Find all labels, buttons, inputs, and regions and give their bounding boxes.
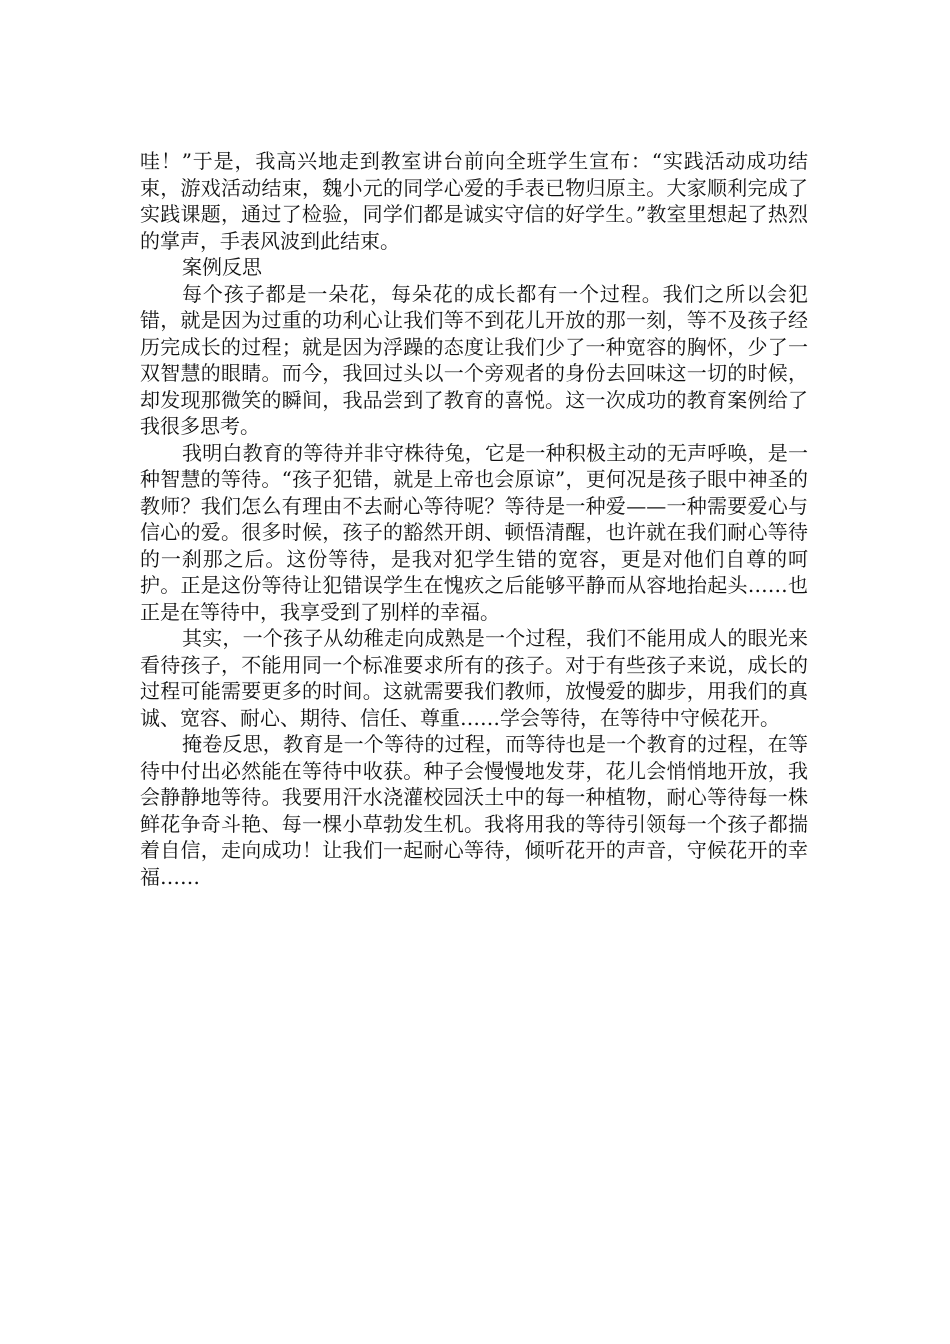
paragraph-waiting-in-education: 我明白教育的等待并非守株待兔，它是一种积极主动的无声呼唤，是一种智慧的等待。“孩子犯错，就是上帝也会原谅”，更何况是孩子眼中神圣的教师？我们怎么有理由不去耐心等待呢？等待是一种爱——一种需要爱心与信心的爱。很多时候，孩子的豁然开朗、顿悟清醒，也许就在我们耐心等待的一刹那之后。这份等待，是我对犯学生错的宽容，更是对他们自尊的呵护。正是这份等待让犯错误学生在愧疚之后能够平静而从容地抬起头……也正是在等待中，我享受到了别样的幸福。: [140, 440, 808, 624]
paragraph-continuation: 哇！”于是，我高兴地走到教室讲台前向全班学生宣布：“实践活动成功结束，游戏活动结束，魏小元的同学心爱的手表已物归原主。大家顺利完成了实践课题，通过了检验，同学们都是诚实守信的好学生。”教室里想起了热烈的掌声，手表风波到此结束。: [140, 149, 808, 253]
document-body: [140, 148, 808, 890]
paragraph-every-child-a-flower: 每个孩子都是一朵花，每朵花的成长都有一个过程。我们之所以会犯错，就是因为过重的功利心让我们等不到花儿开放的那一刻，等不及孩子经历完成长的过程；就是因为浮躁的态度让我们少了一种宽容的胸怀，少了一双智慧的眼睛。而今，我回过头以一个旁观者的身份去回味这一切的时候，却发现那微笑的瞬间，我品尝到了教育的喜悦。这一次成功的教育案例给了我很多思考。: [140, 281, 808, 438]
section-heading-case-reflection: 案例反思: [182, 255, 262, 279]
paragraph-closing-reflection: 掩卷反思，教育是一个等待的过程，而等待也是一个教育的过程，在等待中付出必然能在等待中收获。种子会慢慢地发芽，花儿会悄悄地开放，我会静静地等待。我要用汗水浇灌校园沃土中的每一种植物，耐心等待每一株鲜花争奇斗艳、每一棵小草勃发生机。我将用我的等待引领每一个孩子都揣着自信，走向成功！让我们一起耐心等待，倾听花开的声音，守候花开的幸福……: [140, 732, 808, 889]
paragraph-growth-process: 其实，一个孩子从幼稚走向成熟是一个过程，我们不能用成人的眼光来看待孩子，不能用同一个标准要求所有的孩子。对于有些孩子来说，成长的过程可能需要更多的时间。这就需要我们教师，放慢爱的脚步，用我们的真诚、宽容、耐心、期待、信任、尊重……学会等待，在等待中守候花开。: [140, 626, 808, 730]
